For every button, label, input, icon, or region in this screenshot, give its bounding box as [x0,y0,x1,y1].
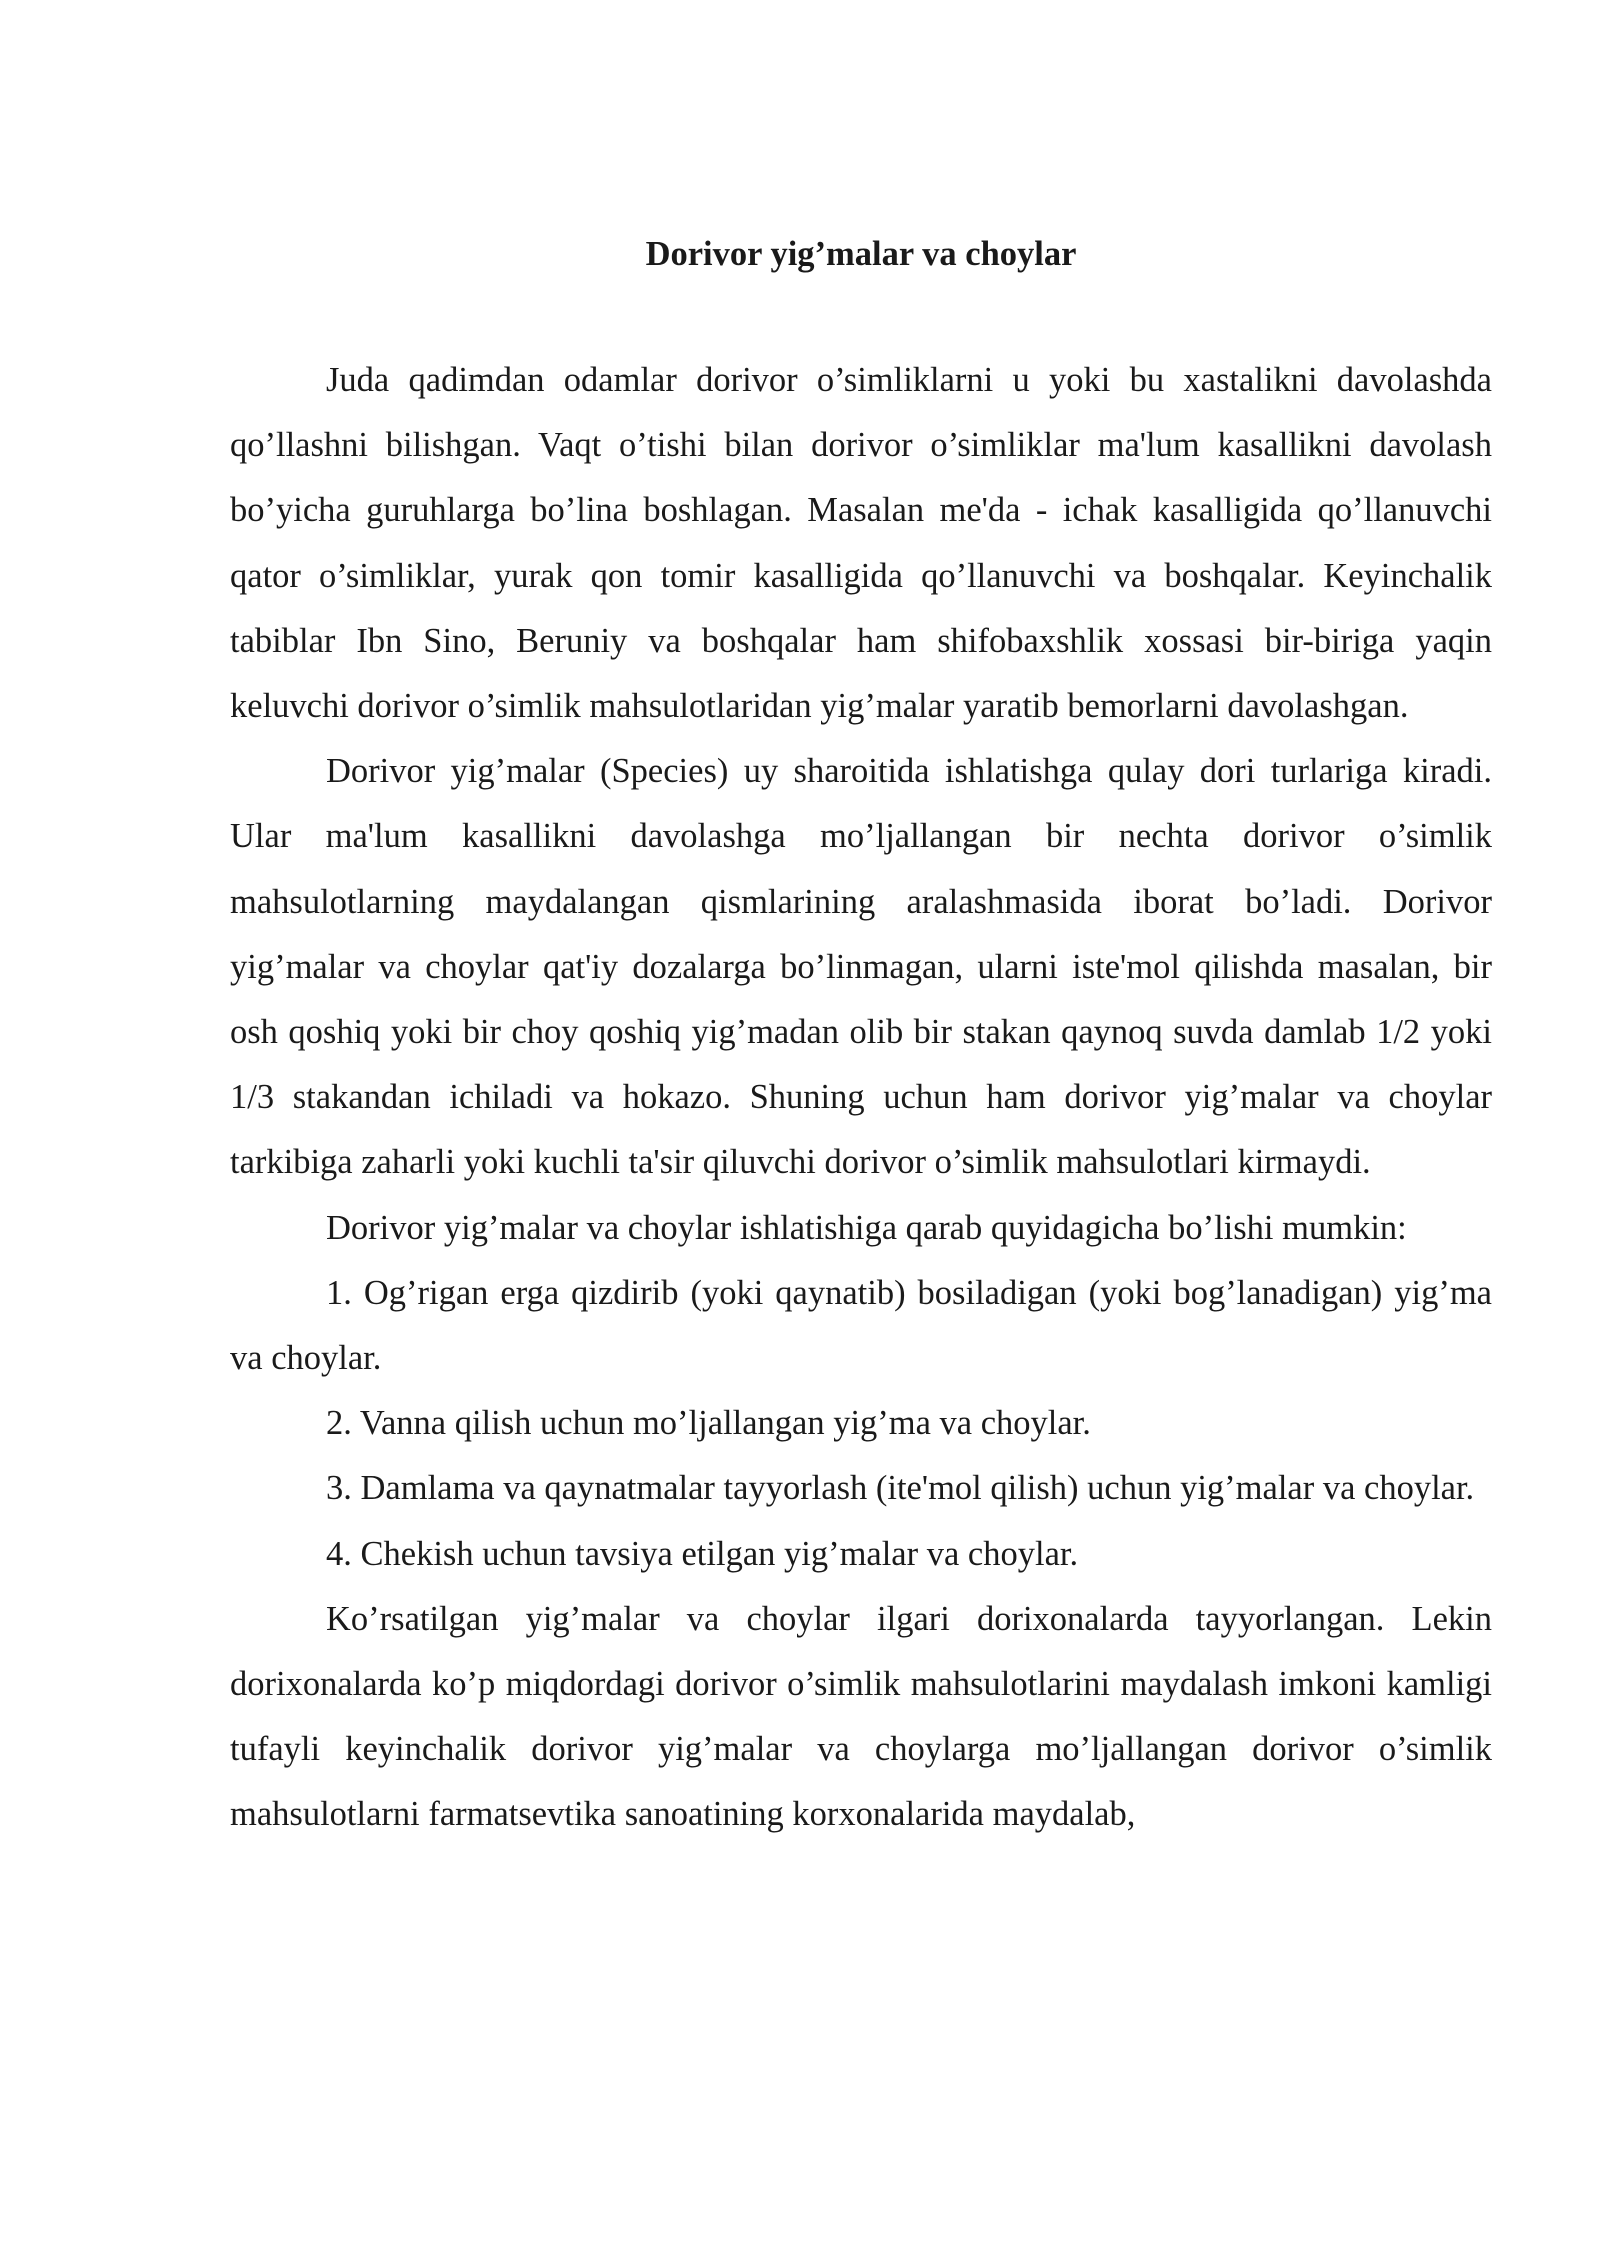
document-title: Dorivor yig’malar va choylar [645,235,1077,273]
paragraph-species: Dorivor yig’malar (Species) uy sharoitida ishlatishga qulay dori turlariga kiradi. Ular ma'lum kasallikni davolashga mo’ljallangan bir nechta dorivor o’simlik mahsulotlarning maydalangan qismlarining aralashmasida iborat bo’ladi. Dorivor yig’malar va choylar qat'iy dozalarga bo’linmagan, ularni iste'mol qilishda masalan, bir osh qoshiq yoki bir choy qoshiq yig’madan olib bir stakan qaynoq suvda damlab 1/2 yoki 1/3 stakandan ichiladi va hokazo. Shuning uchun ham dorivor yig’malar va choylar tarkibiga zaharli yoki kuchli ta'sir qiluvchi dorivor o’simlik mahsulotlari kirmaydi. [230,752,1492,1182]
paragraph-usage-intro: Dorivor yig’malar va choylar ishlatishiga qarab quyidagicha bo’lishi mumkin: [326,1208,1407,1247]
paragraph-production: Ko’rsatilgan yig’malar va choylar ilgari dorixonalarda tayyorlangan. Lekin dorixonalarda ko’p miqdordagi dorivor o’simlik mahsulotlarini maydalash imkoni kamligi tufayli keyinchalik dorivor yig’malar va choylarga mo’ljallangan dorivor o’simlik mahsulotlarni farmatsevtika sanoatining korxonalarida maydalab, [230,1599,1492,1834]
document-body [230,225,1492,1848]
paragraph-history: Juda qadimdan odamlar dorivor o’simliklarni u yoki bu xastalikni davolashda qo’llashni bilishgan. Vaqt o’tishi bilan dorivor o’simliklar ma'lum kasallikni davolash bo’yicha guruhlarga bo’lina boshlagan. Masalan me'da - ichak kasalligida qo’llanuvchi qator o’simliklar, yurak qon tomir kasalligida qo’llanuvchi va boshqalar. Keyinchalik tabiblar Ibn Sino, Beruniy va boshqalar ham shifobaxshlik xossasi bir-biriga yaqin keluvchi dorivor o’simlik mahsulotlaridan yig’malar yaratib bemorlarni davolashgan. [230,361,1492,726]
list-item-2: 2. Vanna qilish uchun mo’ljallangan yig’ma va choylar. [326,1404,1091,1443]
list-item-1: 1. Og’rigan erga qizdirib (yoki qaynatib) bosiladigan (yoki bog’lanadigan) yig’ma va choylar. [230,1273,1492,1378]
list-item-3: 3. Damlama va qaynatmalar tayyorlash (ite'mol qilish) uchun yig’malar va choylar. [326,1469,1475,1508]
list-item-4: 4. Chekish uchun tavsiya etilgan yig’malar va choylar. [326,1534,1079,1573]
